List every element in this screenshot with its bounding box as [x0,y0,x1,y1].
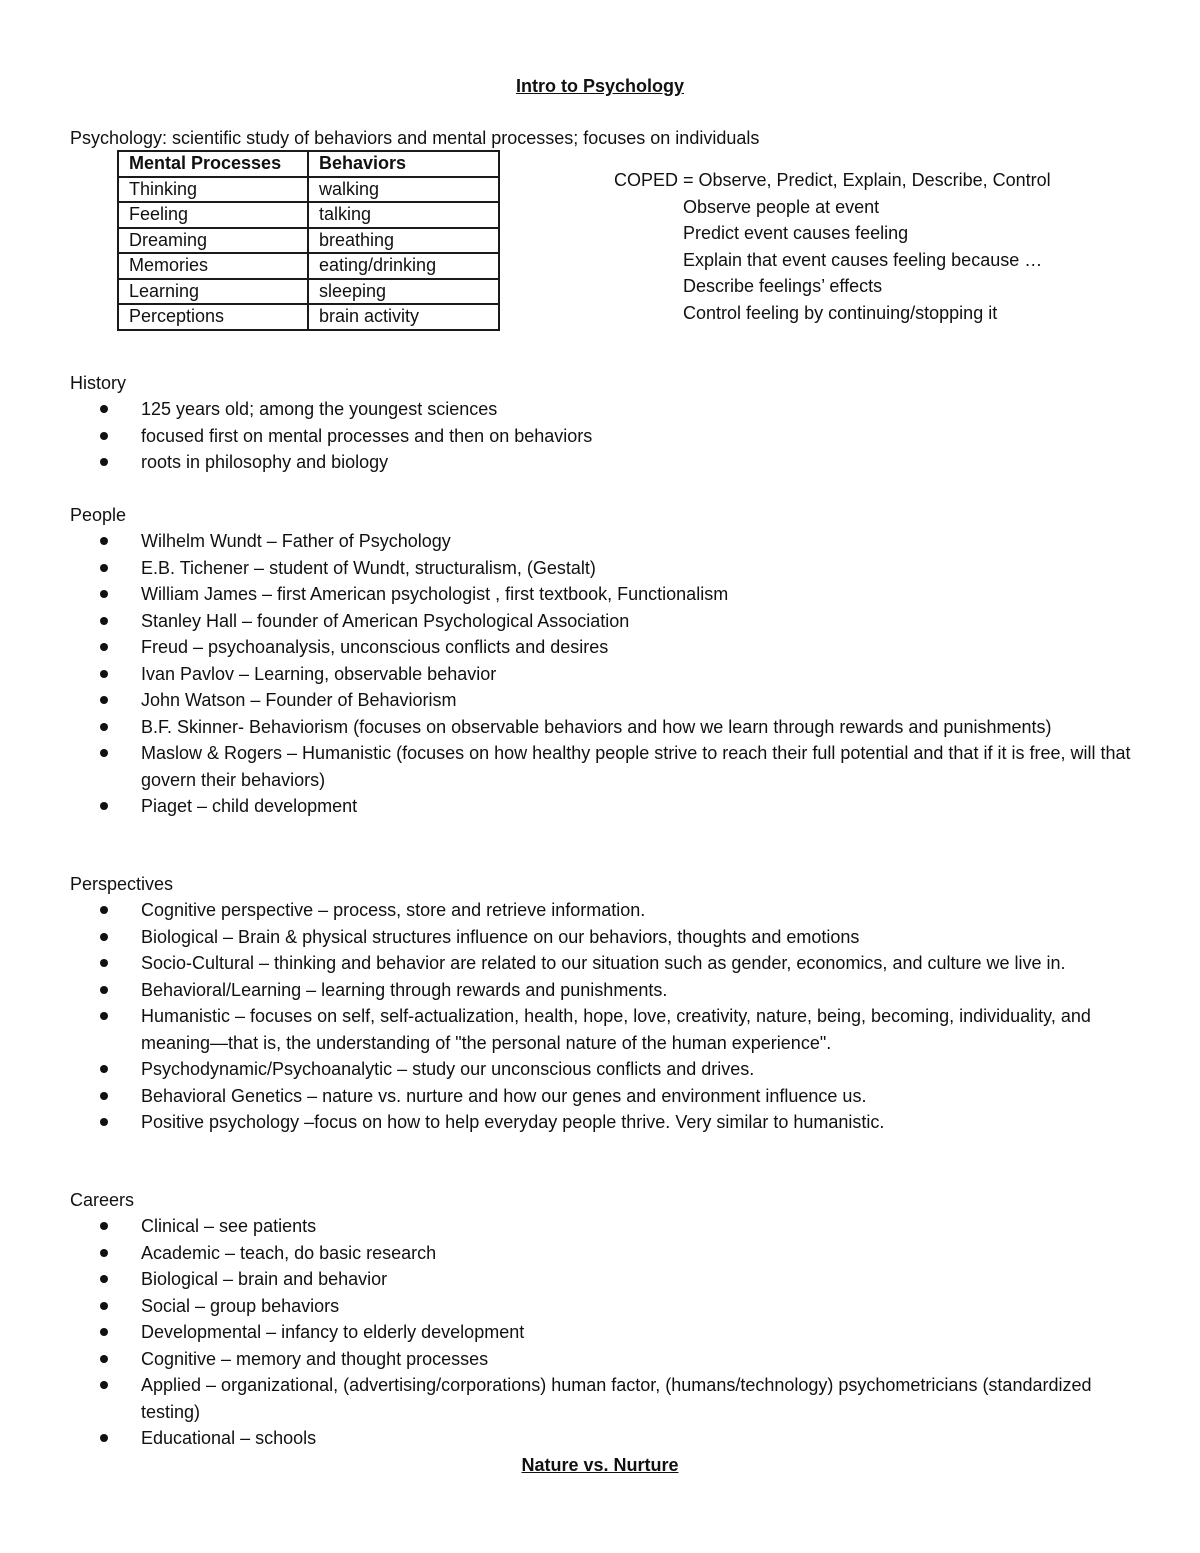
list-item: William James – first American psychologist , first textbook, Functionalism [0,581,1140,608]
list-item: Educational – schools [0,1425,1140,1452]
section-heading-people: People [70,505,127,525]
bullet-icon [100,696,108,704]
bullet-icon [100,1012,108,1020]
people-list [0,528,1140,820]
table-cell: breathing [308,228,499,254]
table-row [118,228,499,254]
bullet-icon [100,1092,108,1100]
coped-block [614,167,1051,326]
table-row [118,202,499,228]
list-item: roots in philosophy and biology [0,449,1140,476]
list-item: Piaget – child development [0,793,1140,820]
list-item: Cognitive – memory and thought processes [0,1346,1140,1373]
table-header-mental-processes: Mental Processes [118,151,308,177]
table-header-row [118,151,499,177]
coped-step: Predict event causes feeling [683,223,909,243]
table-row [118,253,499,279]
table-cell: Learning [118,279,308,305]
table-cell: sleeping [308,279,499,305]
coped-step: Describe feelings’ effects [683,276,883,296]
bullet-icon [100,749,108,757]
bullet-icon [100,959,108,967]
intro-definition: Psychology: scientific study of behaviors and mental processes; focuses on individuals [70,128,760,148]
bullet-icon [100,1302,108,1310]
bullet-icon [100,1222,108,1230]
bullet-icon [100,1355,108,1363]
table-cell: eating/drinking [308,253,499,279]
bullet-icon [100,933,108,941]
list-item: Wilhelm Wundt – Father of Psychology [0,528,1140,555]
list-item: Applied – organizational, (advertising/corporations) human factor, (humans/technology) psychometricians (standardized testing) [0,1372,1140,1425]
list-item: Biological – Brain & physical structures influence on our behaviors, thoughts and emotions [0,924,1140,951]
list-item: E.B. Tichener – student of Wundt, structuralism, (Gestalt) [0,555,1140,582]
bullet-icon [100,1249,108,1257]
table-row [118,279,499,305]
history-list [0,396,1140,476]
coped-step: Explain that event causes feeling because … [683,249,1043,270]
list-item: John Watson – Founder of Behaviorism [0,687,1140,714]
perspectives-list [0,897,1140,1136]
section-heading-history: History [70,373,127,393]
bullet-icon [100,458,108,466]
bullet-icon [100,537,108,545]
bullet-icon [100,617,108,625]
careers-list [0,1213,1140,1452]
bullet-icon [100,1118,108,1126]
bullet-icon [100,723,108,731]
table-cell: Dreaming [118,228,308,254]
list-item: Maslow & Rogers – Humanistic (focuses on how healthy people strive to reach their full potential and that if it is free, will that govern their behaviors) [0,740,1140,793]
list-item: Psychodynamic/Psychoanalytic – study our unconscious conflicts and drives. [0,1056,1140,1083]
bullet-icon [100,590,108,598]
list-item: Social – group behaviors [0,1293,1140,1320]
list-item: 125 years old; among the youngest sciences [0,396,1140,423]
table-header-behaviors: Behaviors [308,151,499,177]
bullet-icon [100,643,108,651]
bullet-icon [100,1381,108,1389]
list-item: Biological – brain and behavior [0,1266,1140,1293]
list-item: Positive psychology –focus on how to help everyday people thrive. Very similar to humanistic. [0,1109,1140,1136]
bullet-icon [100,1434,108,1442]
table-cell: Memories [118,253,308,279]
list-item: Academic – teach, do basic research [0,1240,1140,1267]
table-row [118,304,499,330]
table-cell: Feeling [118,202,308,228]
bullet-icon [100,986,108,994]
bullet-icon [100,906,108,914]
coped-heading: COPED = Observe, Predict, Explain, Describe, Control [614,170,1051,190]
list-item: Freud – psychoanalysis, unconscious conflicts and desires [0,634,1140,661]
next-section-title: Nature vs. Nurture [521,1455,679,1475]
list-item: Cognitive perspective – process, store and retrieve information. [0,897,1140,924]
table-cell: brain activity [308,304,499,330]
mental-processes-behaviors-table [117,150,500,331]
coped-step: Control feeling by continuing/stopping it [683,302,998,323]
bullet-icon [100,1065,108,1073]
list-item: Stanley Hall – founder of American Psychological Association [0,608,1140,635]
list-item: Socio-Cultural – thinking and behavior are related to our situation such as gender, economics, and culture we live in. [0,950,1140,977]
bullet-icon [100,564,108,572]
coped-step: Observe people at event [683,196,880,217]
table-cell: Thinking [118,177,308,203]
bullet-icon [100,802,108,810]
list-item: Ivan Pavlov – Learning, observable behavior [0,661,1140,688]
bullet-icon [100,1275,108,1283]
bullet-icon [100,432,108,440]
list-item: Behavioral/Learning – learning through rewards and punishments. [0,977,1140,1004]
list-item: Behavioral Genetics – nature vs. nurture and how our genes and environment influence us. [0,1083,1140,1110]
list-item: B.F. Skinner- Behaviorism (focuses on observable behaviors and how we learn through rewards and punishments) [0,714,1140,741]
table-cell: Perceptions [118,304,308,330]
list-item: Developmental – infancy to elderly development [0,1319,1140,1346]
section-heading-careers: Careers [70,1190,135,1210]
section-heading-perspectives: Perspectives [70,874,174,894]
bullet-icon [100,1328,108,1336]
table-row [118,177,499,203]
document-title: Intro to Psychology [515,76,684,96]
bullet-icon [100,670,108,678]
table-cell: walking [308,177,499,203]
list-item: focused first on mental processes and then on behaviors [0,423,1140,450]
list-item: Humanistic – focuses on self, self-actualization, health, hope, love, creativity, nature, being, becoming, individuality, and meaning—that is, the understanding of "the personal nature of the human experience". [0,1003,1140,1056]
list-item: Clinical – see patients [0,1213,1140,1240]
coped-steps [614,194,1051,327]
bullet-icon [100,405,108,413]
table-cell: talking [308,202,499,228]
